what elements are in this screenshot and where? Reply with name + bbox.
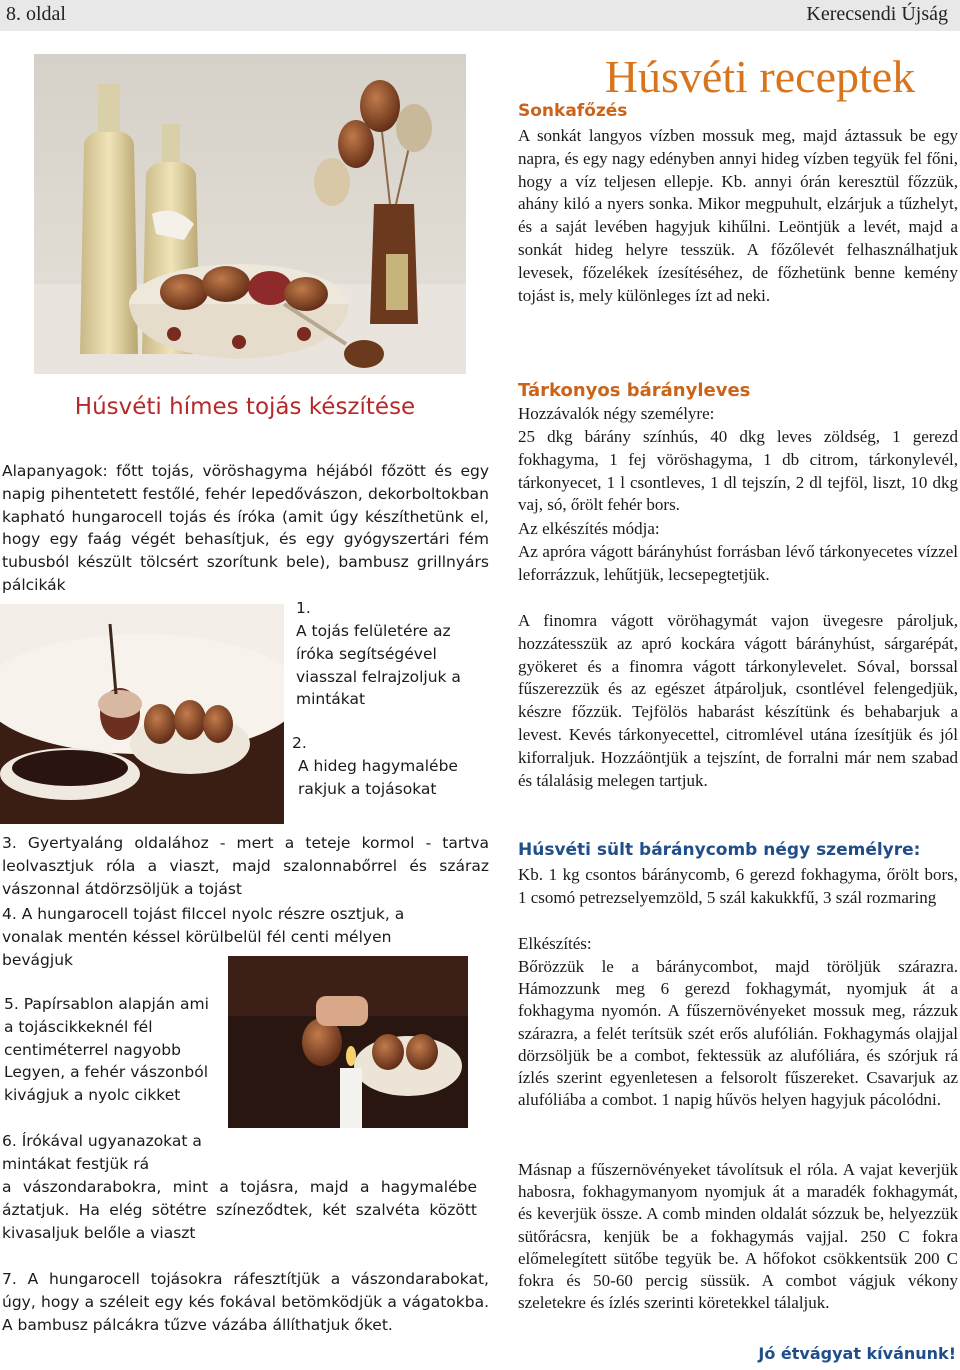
closing-greeting: Jó étvágyat kívánunk! xyxy=(758,1344,956,1363)
step7-text: 7. A hungarocell tojásokra ráfesztítjük a vászondarabokat, úgy, hogy a széleit egy kés fokával betömködjük a vágatokba. A bambusz pálcákra tűzve vázába állíthatjuk őket. xyxy=(2,1270,489,1334)
barany-method-2: Másnap a fűszernövényeket távolítsuk el róla. A vajat keverjük habosra, fokhagymanyom nyomjuk át a maradék fokhagymát, és keverjük össze. A comb minden oldalát sózzuk be, helyezzük sütőrácsra, kenjük be a fokhagymás vajjal. 250 C fokra előmelegített sütőbe tegyük be. A hőfokot csökkentsük 200 C fokra és 50-60 percig süssük. A combot vágjuk vékony szeletekre és ízlés szerinti köretekkel tálaljuk. xyxy=(518,1160,958,1313)
easter-bottles-photo xyxy=(34,54,466,374)
step6b-text: a vászondarabokra, mint a tojásra, majd a hagymalébe áztatjuk. Ha elég sötétre színeződtek, két szalvéta között kivasaljuk belőle a viaszt xyxy=(2,1178,477,1242)
page-number: 8. oldal xyxy=(6,3,66,25)
tojas-ingredients: Alapanyagok: főtt tojás, vöröshagyma héjából főzött és egy napig pihentetett festőlé, fehér lepedővászon, dekorboltokban kapható hungarocell tojás és íróka (amit úgy készíthetünk el, hogy egy faág végét behasítjuk, és egy gyógyszertári fém tubusból készült tölcsért szorítunk bele), bambusz grillnyárs pálcikák xyxy=(2,462,489,594)
step6a-text: 6. Írókával ugyanazokat a mintákat festjük rá xyxy=(2,1132,202,1173)
tojas-heading: Húsvéti hímes tojás készítése xyxy=(74,394,416,420)
sonkafozes-body: A sonkát langyos vízben mossuk meg, majd áztassuk be egy napra, és egy nagy edényben annyi hideg vízben tegyük fel főni, hogy a víz teljesen ellepje. Kb. annyi órán keresztül főzzük, ahány kiló a nyers sonka. Mikor megpuhult, elzárjuk a tűzhelyt, és a saját levében hagyjuk kihűlni. Leöntjük a levét, majd a sonkát hideg helyre tesszük. A főzőlevét felhasználhatjuk levesek, főzelékek ízesítéséhez, de főzhetünk benne kemény tojást is, mely különleges ízt ad neki. xyxy=(518,126,958,305)
step2-number: 2. xyxy=(292,734,307,752)
step1-number: 1. xyxy=(296,599,311,617)
candle-wax-photo xyxy=(228,956,468,1128)
page-title: Húsvéti receptek xyxy=(604,51,916,102)
tarkonyos-ingredients: 25 dkg bárány színhús, 40 dkg leves zöldség, 1 gerezd fokhagyma, 1 fej vöröshagyma, 1 db citrom, tárkonylevél, tárkonyecet, 1 l csontleves, 1 dl tejszín, 2 dl tejföl, liszt, 10 dkg vaj, só, őrölt fehér bors. xyxy=(518,427,958,515)
step2-text: A hideg hagymalébe rakjuk a tojásokat xyxy=(298,757,458,798)
barany-method-label: Elkészítés: xyxy=(518,934,592,953)
sonkafozes-heading: Sonkafőzés xyxy=(518,101,628,121)
barany-method-1: Bőrözzük le a báránycombot, majd töröljük szárazra. Hámozzunk meg 6 gerezd fokhagymát, nyomjuk át a fokhagyma nyomón. A fűszernövényeket mossuk meg, rázzuk szárazra, a felét terítsük szét erős alufólián. Fokhagymás olajjal dörzsöljük be a combot, fektessük az alufóliára, és szórjuk rá ízlés szerint egyenletesen a felsorolt fűszereket. Csavarjuk az alufóliába a combot. 1 napig hűvös helyen hagyjuk pácolódni. xyxy=(518,957,958,1110)
step1-text: A tojás felületére az íróka segítségével viasszal felrajzoljuk a mintákat xyxy=(296,622,461,709)
newspaper-name: Kerecsendi Újság xyxy=(806,3,948,25)
tarkonyos-ingredients-label: Hozzávalók négy személyre: xyxy=(518,404,715,423)
tarkonyos-method-label: Az elkészítés módja: xyxy=(518,519,660,538)
barany-heading: Húsvéti sült báránycomb négy személyre: xyxy=(518,840,921,860)
tarkonyos-heading: Tárkonyos bárányleves xyxy=(518,380,751,401)
barany-ingredients: Kb. 1 kg csontos báránycomb, 6 gerezd fokhagyma, őrölt bors, 1 csomó petrezselyemzöld, 5 szál kakukkfű, 3 szál rozmaring xyxy=(518,865,958,907)
step4-text: 4. A hungarocell tojást filccel nyolc részre osztjuk, a vonalak mentén késsel körülbelül fél centi mélyen bevágjuk xyxy=(2,905,405,969)
step3-text: 3. Gyertyaláng oldalához - mert a teteje kormol - tartva leolvasztjuk róla a viaszt, majd szalonnabőrrel és száraz vászonnal átdörzsöljük a tojást xyxy=(2,834,489,898)
tarkonyos-method-1: Az apróra vágott bárányhúst forrásban lévő tárkonyecetes vízzel leforrázzuk, lehűtjük, lecsepegtetjük. xyxy=(518,542,958,584)
egg-decorating-photo xyxy=(0,604,284,824)
tarkonyos-method-2: A finomra vágott vöröhagymát vajon üvegesre pároljuk, hozzátesszük az apró kockára vágott bárányhúst, sárgarépát, gyökeret és a finomra vágott tárkonylevelet. Sóval, borssal fűszerezzük és az egészet átpároljuk, csontlével felengedjük, készre főzzük. Tejfölös habarást készítünk és behabarjuk a levest. Kevés tárkonyecettel, citromlével utána ízesítjük és jól kiforraljuk. Hozzáöntjük a tejszínt, de forralni már nem szabad és tálalásig melegen tartjuk. xyxy=(518,611,958,790)
step5-text: 5. Papírsablon alapján ami a tojáscikkeknél fél centiméterrel nagyobb Legyen, a fehér vászonból kivágjuk a nyolc cikket xyxy=(4,995,209,1105)
